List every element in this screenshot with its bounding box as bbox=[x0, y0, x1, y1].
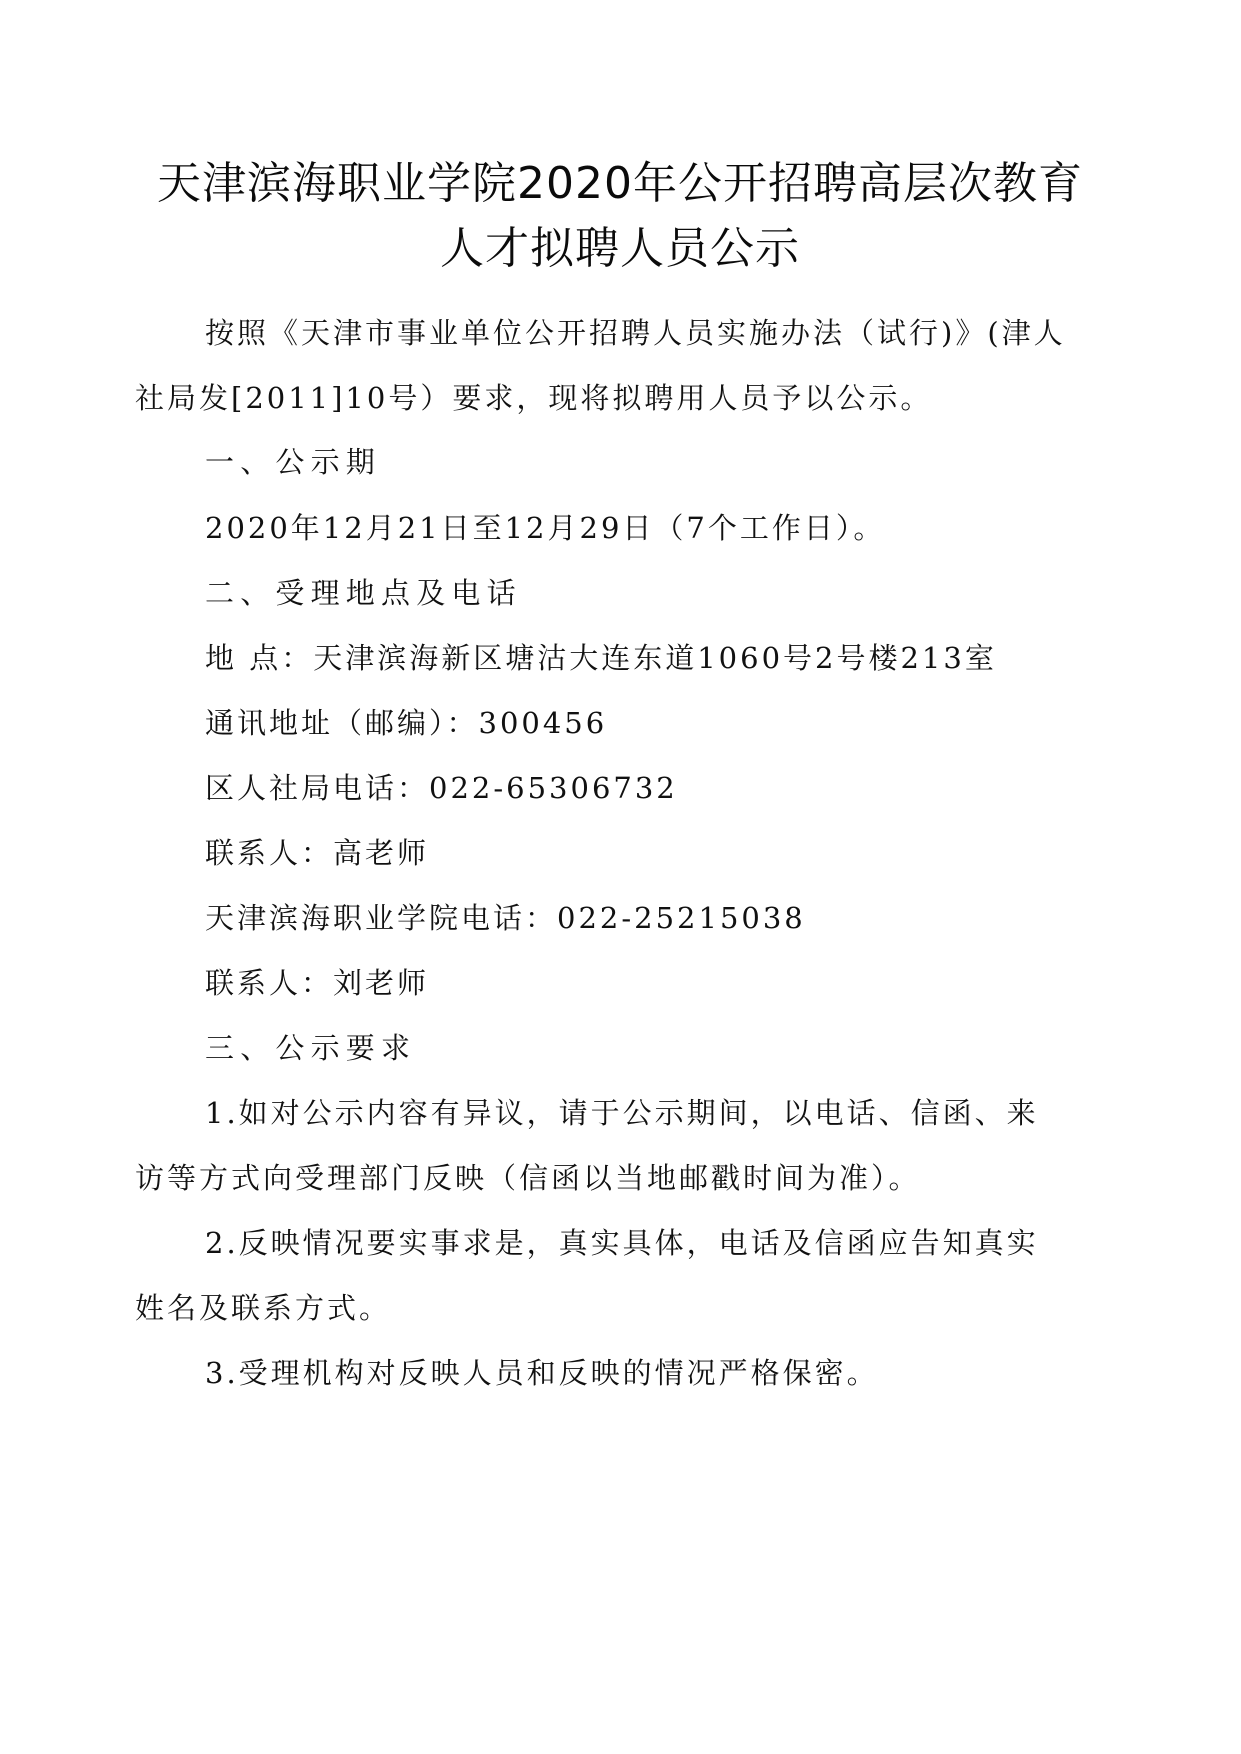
postcode-line: 通讯地址（邮编）：300456 bbox=[205, 706, 608, 740]
requirement-2-line-1: 2.反映情况要实事求是，真实具体，电话及信函应告知真实 bbox=[205, 1226, 1039, 1260]
section-3-heading: 三、公示要求 bbox=[205, 1031, 417, 1065]
section-2-heading: 二、受理地点及电话 bbox=[205, 576, 522, 610]
requirement-3-line: 3.受理机构对反映人员和反映的情况严格保密。 bbox=[205, 1356, 879, 1390]
requirement-1-line-1: 1.如对公示内容有异议，请于公示期间，以电话、信函、来 bbox=[205, 1096, 1039, 1130]
requirement-1-line-2: 访等方式向受理部门反映（信函以当地邮戳时间为准）。 bbox=[135, 1161, 921, 1195]
section-1-heading: 一、公示期 bbox=[205, 445, 382, 479]
requirement-2-line-2: 姓名及联系方式。 bbox=[135, 1291, 392, 1325]
document-title-line-1: 天津滨海职业学院2020年公开招聘高层次教育 bbox=[157, 158, 1083, 209]
college-contact-line: 联系人：刘老师 bbox=[205, 966, 430, 1000]
intro-paragraph-line-1: 按照《天津市事业单位公开招聘人员实施办法（试行)》(津人 bbox=[205, 316, 1066, 350]
bureau-contact-line: 联系人：高老师 bbox=[205, 836, 430, 870]
document-title-line-2: 人才拟聘人员公示 bbox=[440, 223, 800, 274]
college-phone-line: 天津滨海职业学院电话：022-25215038 bbox=[205, 901, 806, 935]
section-1-period-text: 2020年12月21日至12月29日（7个工作日）。 bbox=[205, 511, 886, 545]
bureau-phone-line: 区人社局电话：022-65306732 bbox=[205, 771, 678, 805]
intro-paragraph-line-2: 社局发[2011]10号）要求，现将拟聘用人员予以公示。 bbox=[135, 381, 933, 415]
address-line: 地 点：天津滨海新区塘沽大连东道1060号2号楼213室 bbox=[205, 641, 997, 675]
